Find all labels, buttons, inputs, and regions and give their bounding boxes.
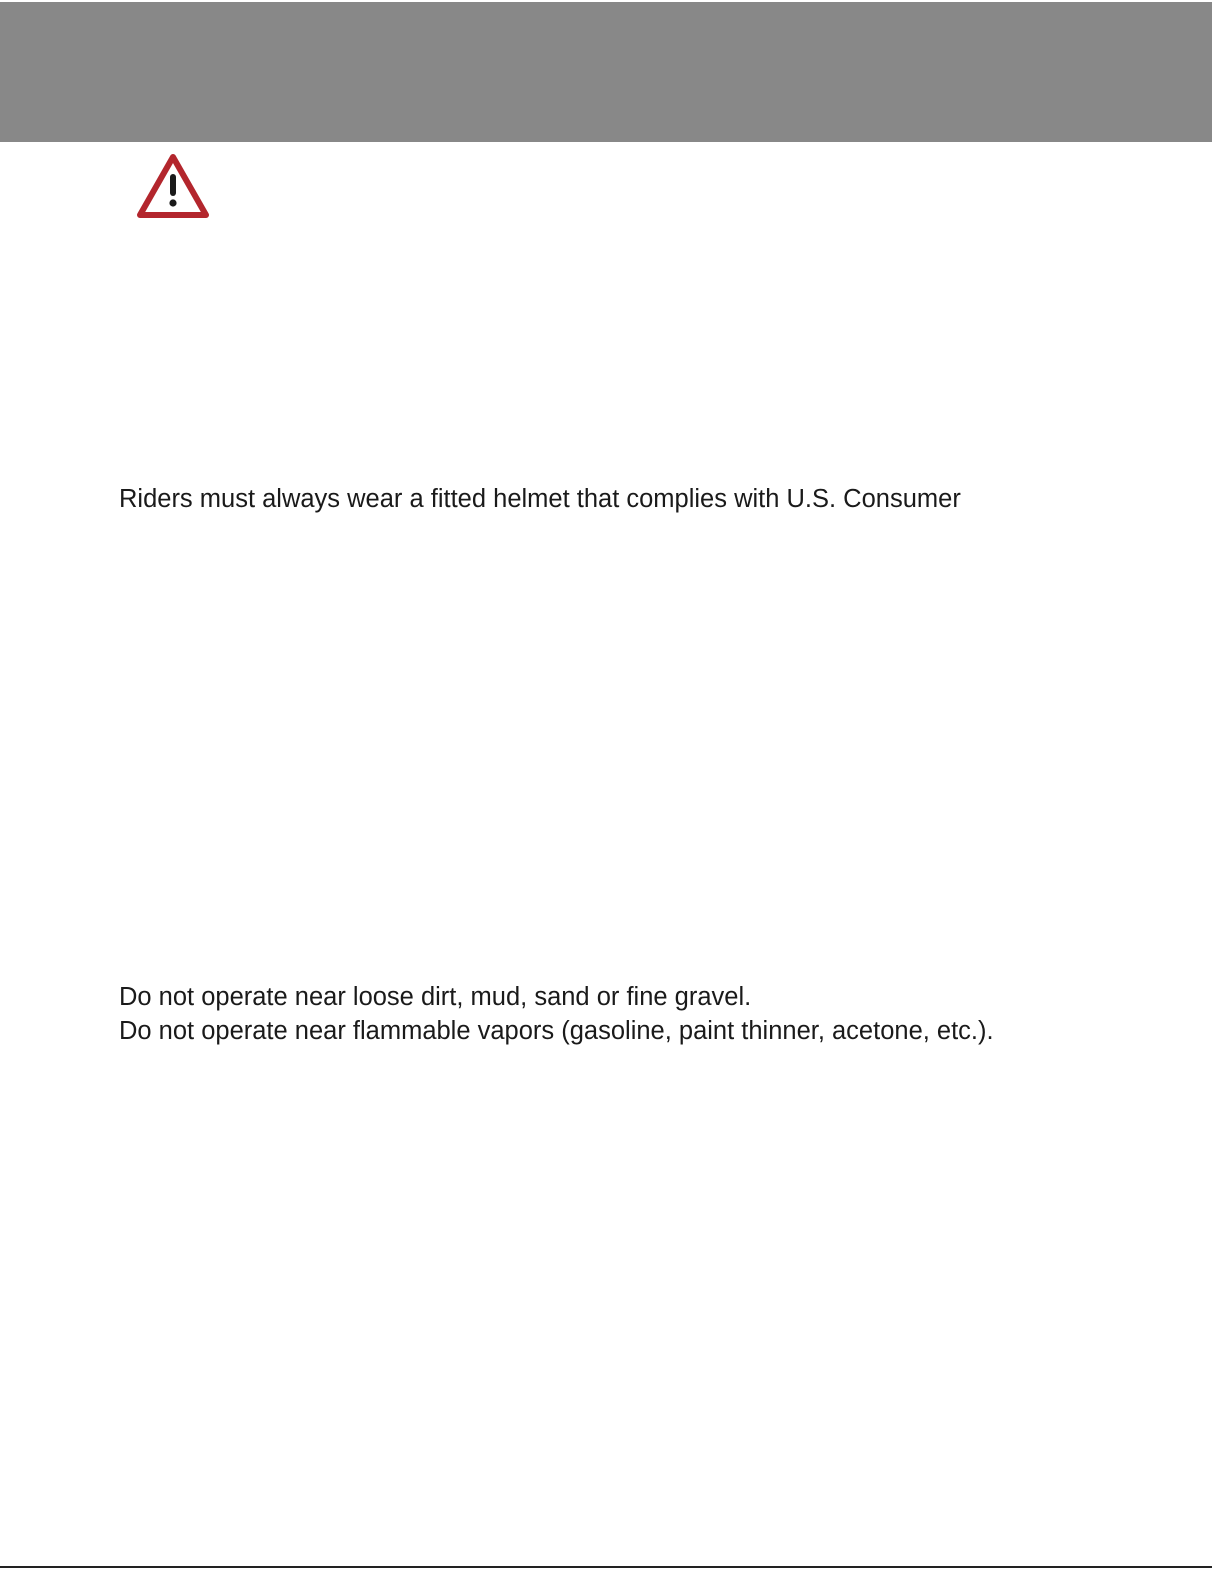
- bottom-rule: [0, 1566, 1212, 1568]
- loose-dirt-warning-text: Do not operate near loose dirt, mud, sand or fine gravel.: [119, 983, 752, 1011]
- flammable-vapors-warning-text: Do not operate near flammable vapors (gasoline, paint thinner, acetone, etc.).: [119, 1017, 994, 1045]
- header-band: [0, 2, 1212, 142]
- helmet-requirement-text: Riders must always wear a fitted helmet that complies with U.S. Consumer: [119, 485, 961, 513]
- warning-triangle-icon: [136, 152, 210, 220]
